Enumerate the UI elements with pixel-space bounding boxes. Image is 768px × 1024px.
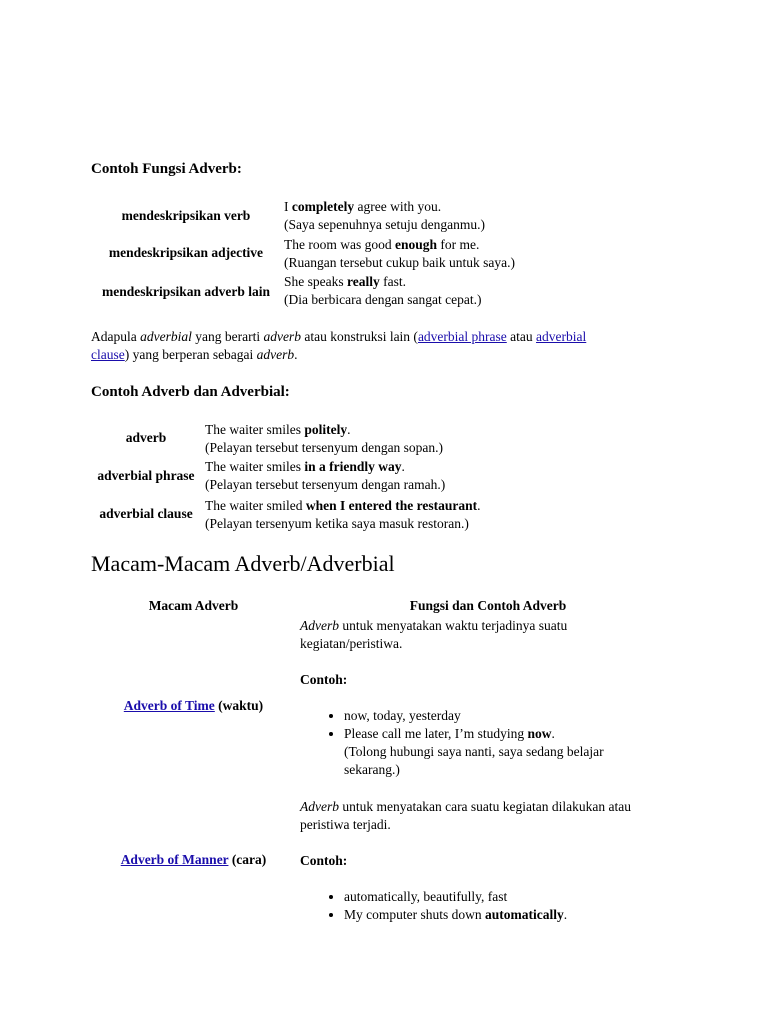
contoh-label: Contoh: [300, 672, 348, 687]
adverb-of-time-link[interactable]: Adverb of Time [123, 698, 215, 713]
section-heading-adverbial: Contoh Adverb dan Adverbial: [91, 384, 290, 400]
adverbial-row-example: The waiter smiles politely. (Pelayan tersebut tersenyum dengan sopan.) [205, 422, 444, 455]
adverb-of-manner-link[interactable]: Adverb of Manner [120, 852, 229, 867]
adverb-time-description: Adverb untuk menyatakan waktu terjadinya suatu kegiatan/peristiwa. Contoh: • now, today, yesterday • Please call me later, I’m studying now. (Tolong hubungi saya nanti, saya sedang belajar sekarang.) [300, 617, 676, 779]
adverbial-paragraph: Adapula adverbial yang berarti adverb atau konstruksi lain (adverbial phrase atau adverbial clause) yang berperan sebagai adverb. [91, 329, 587, 362]
fungsi-row-label: mendeskripsikan adverb lain [101, 284, 271, 299]
adverbial-row-label: adverbial clause [99, 506, 193, 521]
adverbial-row-example: The waiter smiled when I entered the restaurant. (Pelayan tersenyum ketika saya masuk restoran.) [205, 498, 481, 531]
macam-heading: Macam-Macam Adverb/Adverbial [91, 551, 395, 576]
example-list [300, 888, 676, 924]
fungsi-row-example: I completely agree with you. (Saya sepenuhnya setuju denganmu.) [284, 199, 485, 232]
adverbial-clause-link[interactable]: clause [91, 347, 125, 362]
adverb-type-cell: Adverb of Manner (cara) [120, 852, 267, 867]
list-item: • My computer shuts down automatically. [344, 906, 676, 924]
contoh-label: Contoh: [300, 853, 348, 868]
column-header-fungsi: Fungsi dan Contoh Adverb [409, 598, 567, 613]
fungsi-row-example: The room was good enough for me. (Ruangan tersebut cukup baik untuk saya.) [284, 237, 515, 270]
adverbial-phrase-link[interactable]: adverbial phrase [417, 329, 507, 344]
fungsi-row-label: mendeskripsikan adjective [108, 245, 264, 260]
section-heading-fungsi: Contoh Fungsi Adverb: [91, 161, 242, 177]
list-item: • automatically, beautifully, fast [344, 888, 676, 906]
fungsi-row-label: mendeskripsikan verb [121, 208, 251, 223]
adverbial-row-example: The waiter smiles in a friendly way. (Pelayan tersebut tersenyum dengan ramah.) [205, 459, 446, 492]
column-header-macam: Macam Adverb [148, 598, 239, 613]
adverbial-row-label: adverb [125, 430, 167, 445]
fungsi-row-example: She speaks really fast. (Dia berbicara dengan sangat cepat.) [284, 274, 482, 307]
list-item: • Please call me later, I’m studying now. (Tolong hubungi saya nanti, saya sedang belajar sekarang.) [344, 725, 676, 779]
adverb-type-cell: Adverb of Time (waktu) [123, 698, 264, 713]
adverbial-clause-link[interactable]: adverbial [536, 329, 587, 344]
adverb-manner-description: Adverb untuk menyatakan cara suatu kegiatan dilakukan atau peristiwa terjadi. Contoh: • automatically, beautifully, fast • My computer shuts down automatically. [300, 798, 676, 924]
list-item: • now, today, yesterday [344, 707, 676, 725]
example-list [300, 707, 676, 779]
adverbial-row-label: adverbial phrase [97, 468, 195, 483]
